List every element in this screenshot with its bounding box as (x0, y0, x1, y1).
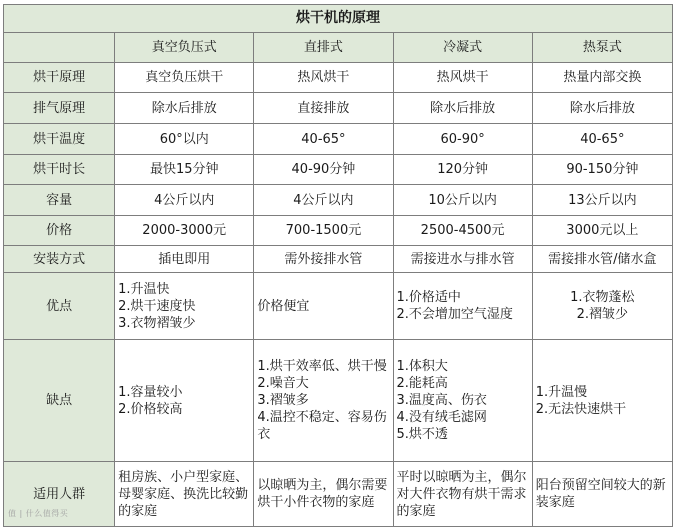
row-label: 容量 (4, 185, 115, 216)
cell-text: 阳台预留空间较大的新装家庭 (535, 478, 666, 510)
table-row (4, 185, 673, 216)
table-cell: 热风烘干 (254, 63, 393, 93)
row-label: 安装方式 (4, 246, 115, 273)
list-item: 2.噪音大 (257, 376, 309, 391)
table-cell: 40-90分钟 (254, 155, 393, 185)
list-item: 3.温度高、伤衣 (396, 393, 487, 408)
table-cell: 4公斤以内 (115, 185, 254, 216)
row-label: 烘干温度 (4, 124, 115, 155)
list-item: 1.衣物蓬松 (570, 290, 635, 305)
table-cell: 10公斤以内 (393, 185, 532, 216)
table-cell (254, 340, 393, 462)
table-cell: 90-150分钟 (532, 155, 672, 185)
table-row (4, 155, 673, 185)
table-row (4, 63, 673, 93)
row-label: 适用人群 (4, 462, 115, 527)
list-item: 1.升温慢 (535, 384, 588, 400)
table-cell (393, 273, 532, 340)
table-cell: 700-1500元 (254, 216, 393, 246)
table-row (4, 246, 673, 273)
table-cell: 真空负压烘干 (115, 63, 254, 93)
table-row-cons (4, 340, 673, 462)
table-cell: 60°以内 (115, 124, 254, 155)
table-cell: 热风烘干 (393, 63, 532, 93)
column-header: 热泵式 (532, 33, 672, 63)
table-row-audience (4, 462, 673, 527)
table-cell: 除水后排放 (532, 93, 672, 124)
list-item: 2.无法快速烘干 (535, 401, 627, 417)
table-cell: 需接进水与排水管 (393, 246, 532, 273)
table-cell: 2000-3000元 (115, 216, 254, 246)
list-item: 5.烘不透 (396, 427, 448, 442)
comparison-table (3, 4, 673, 527)
cell-text: 平时以晾晒为主，偶尔对大件衣物有烘干需求的家庭 (396, 469, 527, 519)
table-cell (532, 340, 672, 462)
list-item: 3.衣物褶皱少 (118, 315, 196, 331)
table-cell: 120分钟 (393, 155, 532, 185)
list-item: 2.能耗高 (396, 376, 448, 391)
list-item: 1.升温快 (118, 281, 170, 297)
list-item: 1.价格适中 (396, 290, 461, 305)
table-cell: 13公斤以内 (532, 185, 672, 216)
list-item: 3.褶皱多 (257, 393, 309, 408)
table-cell: 最快15分钟 (115, 155, 254, 185)
cell-text: 租房族、小户型家庭、母婴家庭、换洗比较勤的家庭 (118, 469, 249, 519)
list-item: 1.容量较小 (118, 384, 183, 400)
list-item: 4.没有绒毛滤网 (396, 410, 487, 425)
cell-text: 以晾晒为主，偶尔需要烘干小件衣物的家庭 (257, 478, 388, 510)
list-item: 1.体积大 (396, 359, 448, 374)
table-cell (532, 462, 672, 527)
column-header: 真空负压式 (115, 33, 254, 63)
table-cell: 插电即用 (115, 246, 254, 273)
table-row (4, 93, 673, 124)
table-cell: 2500-4500元 (393, 216, 532, 246)
watermark: 值 | 什么值得买 (8, 509, 69, 518)
list-item: 价格便宜 (257, 298, 310, 314)
table-cell (115, 340, 254, 462)
table-cell: 除水后排放 (115, 93, 254, 124)
table-cell (254, 273, 393, 340)
list-item: 2.褶皱少 (576, 307, 629, 322)
row-label: 优点 (4, 273, 115, 340)
table-cell: 40-65° (532, 124, 672, 155)
table-cell: 需外接排水管 (254, 246, 393, 273)
table-cell: 需接排水管/储水盒 (532, 246, 672, 273)
table-cell: 4公斤以内 (254, 185, 393, 216)
row-label: 烘干时长 (4, 155, 115, 185)
row-label: 排气原理 (4, 93, 115, 124)
table-cell: 除水后排放 (393, 93, 532, 124)
table-cell (532, 273, 672, 340)
list-item: 2.烘干速度快 (118, 298, 196, 314)
row-label: 缺点 (4, 340, 115, 462)
list-item: 4.温控不稳定、容易伤衣 (257, 410, 387, 442)
table-cell: 3000元以上 (532, 216, 672, 246)
table-row-pros (4, 273, 673, 340)
table-cell (254, 462, 393, 527)
table-cell: 直接排放 (254, 93, 393, 124)
table-cell: 40-65° (254, 124, 393, 155)
corner-cell (4, 33, 115, 63)
table-row (4, 124, 673, 155)
list-item: 1.烘干效率低、烘干慢 (257, 359, 387, 374)
table-cell: 热量内部交换 (532, 63, 672, 93)
row-label: 价格 (4, 216, 115, 246)
table-cell (393, 340, 532, 462)
table-cell (393, 462, 532, 527)
column-header: 冷凝式 (393, 33, 532, 63)
column-header: 直排式 (254, 33, 393, 63)
table-row (4, 216, 673, 246)
list-item: 2.不会增加空气湿度 (396, 307, 513, 322)
row-label: 烘干原理 (4, 63, 115, 93)
table-cell (115, 273, 254, 340)
table-cell (115, 462, 254, 527)
table-cell: 60-90° (393, 124, 532, 155)
list-item: 2.价格较高 (118, 401, 183, 417)
table-title: 烘干机的原理 (4, 5, 673, 33)
